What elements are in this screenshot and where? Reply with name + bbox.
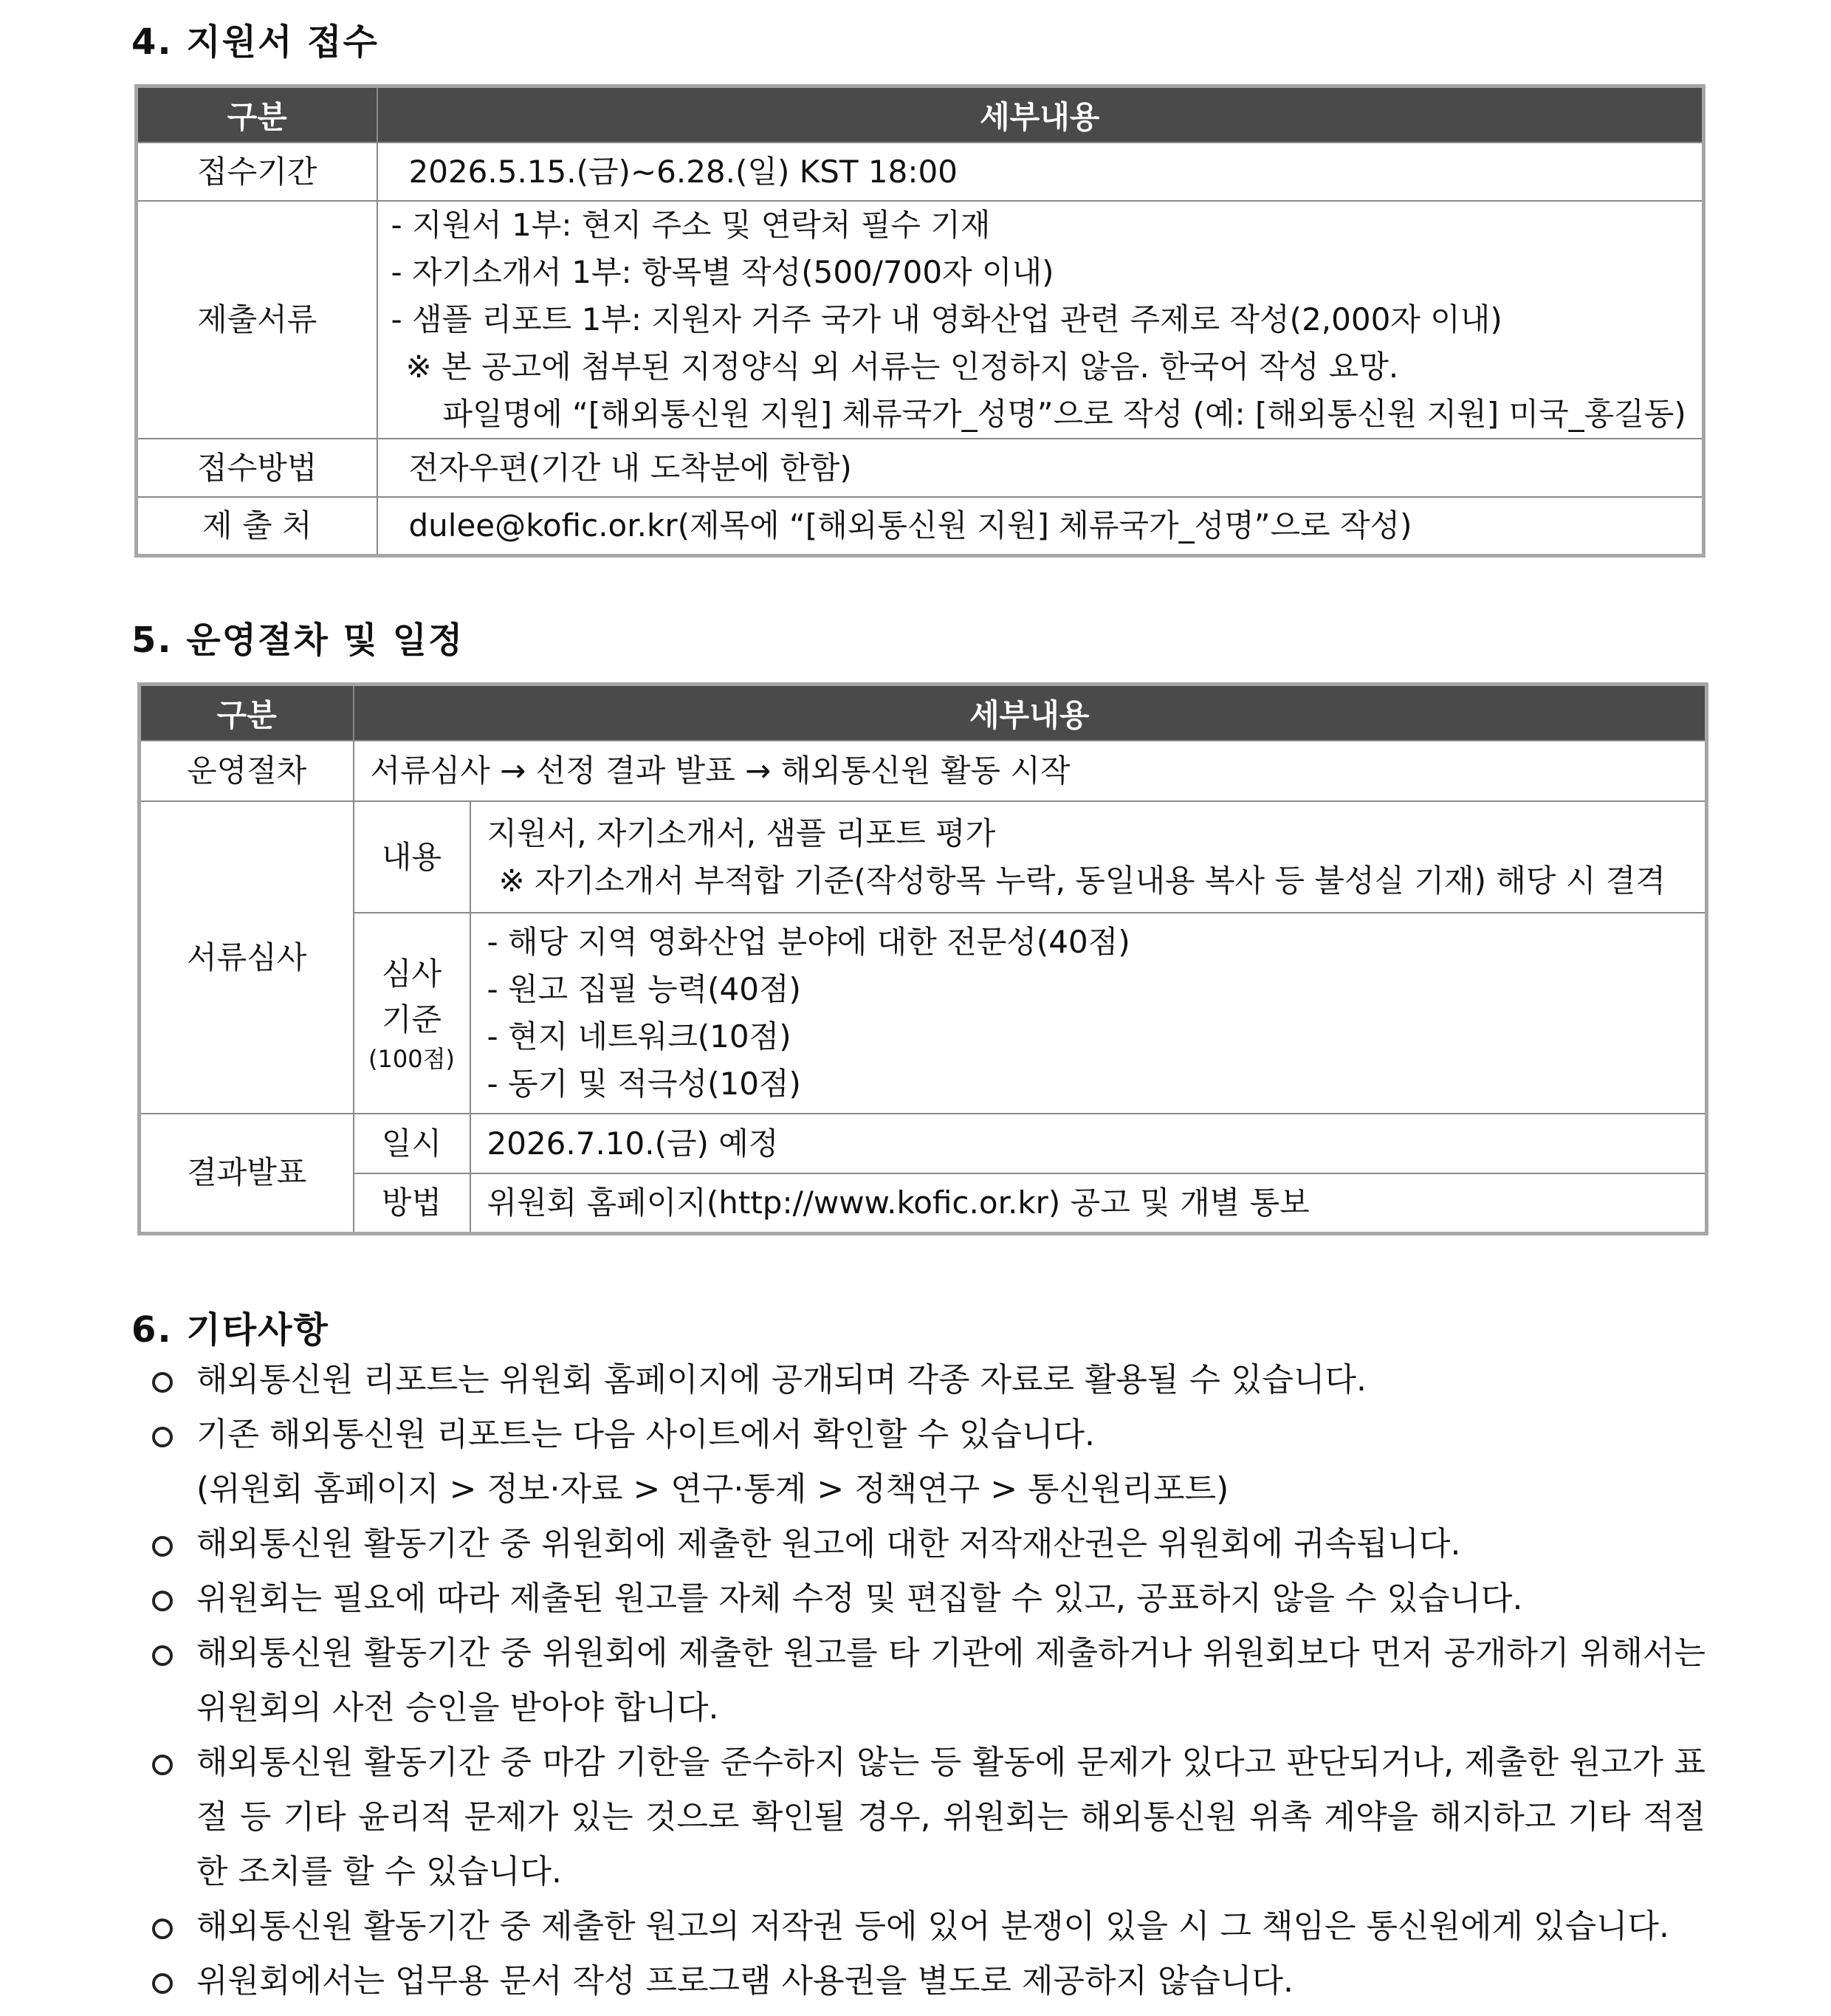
table-row — [137, 201, 1704, 439]
application-table — [134, 84, 1705, 558]
table-header-row — [140, 685, 1707, 741]
circle-bullet-icon — [152, 1536, 173, 1557]
table-row — [137, 439, 1704, 497]
list-item-text: 해외통신원 활동기간 중 제출한 원고의 저작권 등에 있어 분쟁이 있을 시 그 책임은 통신원에게 있습니다. — [196, 1907, 1669, 1945]
row-label: 제 출 처 — [137, 497, 377, 555]
header-category: 구분 — [140, 685, 354, 741]
row-content — [377, 439, 1704, 497]
table-row — [137, 143, 1704, 201]
criteria-points: (100점) — [368, 1045, 455, 1073]
row-text: 2026.5.15.(금)~6.28.(일) KST 18:00 — [408, 153, 958, 190]
list-item-text: 위원회는 필요에 따라 제출된 원고를 자체 수정 및 편집할 수 있고, 공표하지 않을 수 있습니다. — [196, 1580, 1523, 1617]
list-item — [148, 1954, 1705, 2009]
row-text: - 지원서 1부: 현지 주소 및 연락처 필수 기재 — [391, 207, 991, 243]
row-content — [377, 201, 1704, 439]
procedure-text: 서류심사 → 선정 결과 발표 → 해외통신원 활동 시작 — [354, 741, 1707, 801]
row-text: dulee@kofic.or.kr(제목에 “[해외통신원 지원] 체류국가_성명”으로 작성) — [408, 507, 1412, 544]
row-note: ※ 본 공고에 첨부된 지정양식 외 서류는 인정하지 않음. 한국어 작성 요망. — [405, 349, 1399, 385]
row-text: - 자기소개서 1부: 항목별 작성(500/700자 이내) — [391, 254, 1054, 290]
content-cell — [470, 801, 1707, 913]
list-item — [148, 1571, 1705, 1626]
list-item-text: 기존 해외통신원 리포트는 다음 사이트에서 확인할 수 있습니다. — [196, 1416, 1095, 1453]
criteria-label-line: 기준 — [381, 1001, 442, 1038]
content-label: 내용 — [354, 801, 470, 913]
section-6-title: 6. 기타사항 — [131, 1309, 329, 1351]
list-item-text: (위원회 홈페이지 > 정보·자료 > 연구·통계 > 정책연구 > 통신원리포트) — [196, 1470, 1229, 1508]
table-row — [140, 913, 1707, 1114]
row-text: - 샘플 리포트 1부: 지원자 거주 국가 내 영화산업 관련 주제로 작성(2,000자 이내) — [391, 301, 1502, 337]
circle-bullet-icon — [152, 1973, 173, 1994]
table-row — [140, 1114, 1707, 1173]
date-text: 2026.7.10.(금) 예정 — [470, 1114, 1707, 1173]
list-item-continuation — [148, 1462, 1705, 1517]
row-label: 제출서류 — [137, 201, 377, 439]
list-item-text: 해외통신원 활동기간 중 위원회에 제출한 원고에 대한 저작재산권은 위원회에 귀속됩니다. — [196, 1525, 1461, 1563]
row-label: 접수방법 — [137, 439, 377, 497]
procedure-label: 운영절차 — [140, 741, 354, 801]
list-item — [148, 1626, 1705, 1735]
circle-bullet-icon — [152, 1591, 173, 1611]
list-item — [148, 1735, 1705, 1899]
row-note: 파일명에 “[해외통신원 지원] 체류국가_성명”으로 작성 (예: [해외통신원 지원] 미국_홍길동) — [442, 396, 1686, 432]
review-label: 서류심사 — [140, 801, 354, 1114]
row-label: 접수기간 — [137, 143, 377, 201]
section-4-title: 4. 지원서 접수 — [131, 21, 379, 63]
table-row — [140, 801, 1707, 913]
criteria-cell — [470, 913, 1707, 1114]
row-text: 전자우편(기간 내 도착분에 한함) — [408, 449, 852, 486]
row-content — [377, 497, 1704, 555]
list-item-text: 위원회에서는 업무용 문서 작성 프로그램 사용권을 별도로 제공하지 않습니다. — [196, 1962, 1294, 2000]
date-label: 일시 — [354, 1114, 470, 1173]
content-text: 지원서, 자기소개서, 샘플 리포트 평가 — [487, 815, 996, 851]
header-details: 세부내용 — [377, 86, 1704, 143]
schedule-table — [137, 682, 1708, 1235]
result-label: 결과발표 — [140, 1114, 354, 1233]
table-row — [137, 497, 1704, 555]
section-5-title: 5. 운영절차 및 일정 — [131, 620, 464, 661]
content-note: ※ 자기소개서 부적합 기준(작성항목 누락, 동일내용 복사 등 불성실 기재) 해당 시 결격 — [498, 862, 1666, 899]
circle-bullet-icon — [152, 1427, 173, 1447]
circle-bullet-icon — [152, 1645, 173, 1666]
circle-bullet-icon — [152, 1372, 173, 1393]
list-item — [148, 1517, 1705, 1571]
circle-bullet-icon — [152, 1755, 173, 1775]
list-item-text: 해외통신원 활동기간 중 마감 기한을 준수하지 않는 등 활동에 문제가 있다고 판단되거나, 제출한 원고가 표절 등 기타 윤리적 문제가 있는 것으로 확인될 경우, 위원회는 해외통신원 위촉 계약을 해지하고 기타 적절한 조치를 할 수 있습니다. — [196, 1744, 1705, 1890]
list-item-text: 해외통신원 활동기간 중 위원회에 제출한 원고를 타 기관에 제출하거나 위원회보다 먼저 공개하기 위해서는 위원회의 사전 승인을 받아야 합니다. — [196, 1634, 1705, 1727]
table-row — [140, 741, 1707, 801]
criteria-item: - 원고 집필 능력(40점) — [487, 971, 801, 1007]
method-label: 방법 — [354, 1173, 470, 1233]
list-item — [148, 1899, 1705, 1954]
criteria-item: - 동기 및 적극성(10점) — [487, 1066, 801, 1102]
table-row — [140, 1173, 1707, 1233]
criteria-label-line: 심사 — [381, 956, 442, 992]
table-header-row — [137, 86, 1704, 143]
list-item — [148, 1408, 1705, 1462]
criteria-label — [354, 913, 470, 1114]
row-content — [377, 143, 1704, 201]
list-item — [148, 1353, 1705, 1408]
notes-list — [148, 1353, 1705, 2009]
header-category: 구분 — [137, 86, 377, 143]
list-item-text: 해외통신원 리포트는 위원회 홈페이지에 공개되며 각종 자료로 활용될 수 있습니다. — [196, 1361, 1367, 1399]
criteria-item: - 해당 지역 영화산업 분야에 대한 전문성(40점) — [487, 924, 1130, 960]
circle-bullet-icon — [152, 1919, 173, 1939]
criteria-item: - 현지 네트워크(10점) — [487, 1018, 791, 1055]
header-details: 세부내용 — [354, 685, 1707, 741]
method-text: 위원회 홈페이지(http://www.kofic.or.kr) 공고 및 개별 통보 — [470, 1173, 1707, 1233]
